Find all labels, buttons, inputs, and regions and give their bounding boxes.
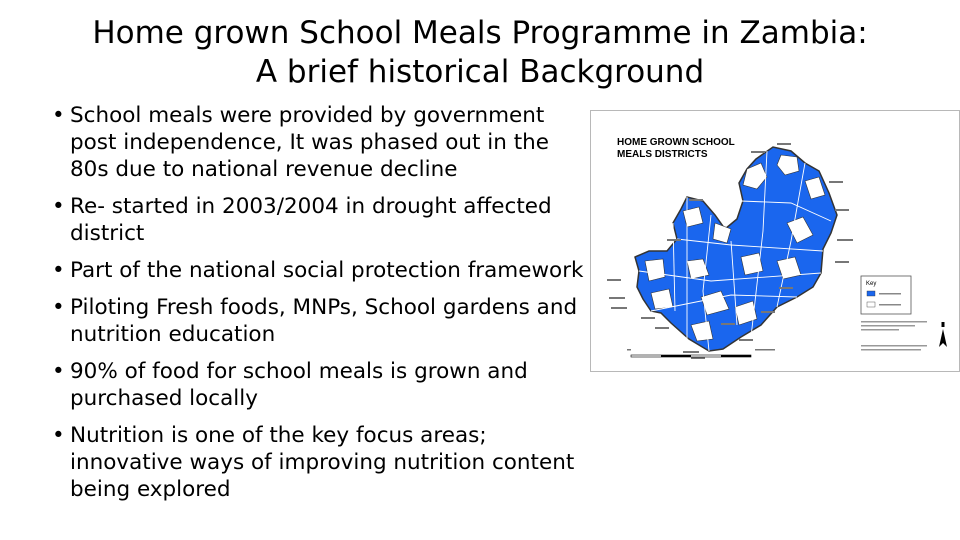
non-hgsm-district	[683, 207, 703, 227]
slide-title-line-2: A brief historical Background	[255, 54, 705, 90]
bullet-item	[52, 294, 587, 348]
bullet-item	[52, 102, 587, 183]
bullet-text: Nutrition is one of the key focus areas; innovative ways of improving nutrition content being explored	[70, 423, 575, 502]
slide-title-line-1: Home grown School Meals Programme in Zambia:	[92, 15, 868, 51]
bullet-dot: •	[52, 295, 65, 320]
bullet-dot: •	[52, 103, 65, 128]
key-swatch-boundary	[867, 302, 875, 307]
north-arrow-icon	[939, 322, 947, 347]
key-title: Key	[866, 281, 877, 287]
bullet-text: School meals were provided by government post independence, It was phased out in the 80s due to national revenue decline	[70, 103, 549, 182]
map-title-line-2: MEALS DISTRICTS	[617, 149, 708, 160]
slide-title	[40, 14, 920, 92]
bullet-item	[52, 193, 587, 247]
bullet-item	[52, 358, 587, 412]
map-title	[617, 137, 735, 161]
bullet-dot: •	[52, 423, 65, 448]
key-swatch-hgsm	[867, 291, 875, 296]
bullet-item	[52, 257, 587, 284]
zambia-outline	[635, 147, 837, 351]
bullet-text: Re- started in 2003/2004 in drought affected district	[70, 194, 552, 246]
non-hgsm-district	[651, 289, 673, 309]
bullet-text: Part of the national social protection framework	[70, 258, 584, 283]
bullet-text: 90% of food for school meals is grown and purchased locally	[70, 359, 528, 411]
map-title-line-1: HOME GROWN SCHOOL	[617, 137, 735, 148]
home-grown-school-meals-map	[590, 110, 960, 372]
map-credits	[861, 321, 927, 351]
scale-bar	[627, 349, 775, 357]
bullet-dot: •	[52, 258, 65, 283]
map-key	[861, 276, 911, 314]
bullet-list	[52, 102, 587, 513]
bullet-text: Piloting Fresh foods, MNPs, School gardens and nutrition education	[70, 295, 578, 347]
bullet-dot: •	[52, 359, 65, 384]
bullet-item	[52, 422, 587, 503]
bullet-dot: •	[52, 194, 65, 219]
